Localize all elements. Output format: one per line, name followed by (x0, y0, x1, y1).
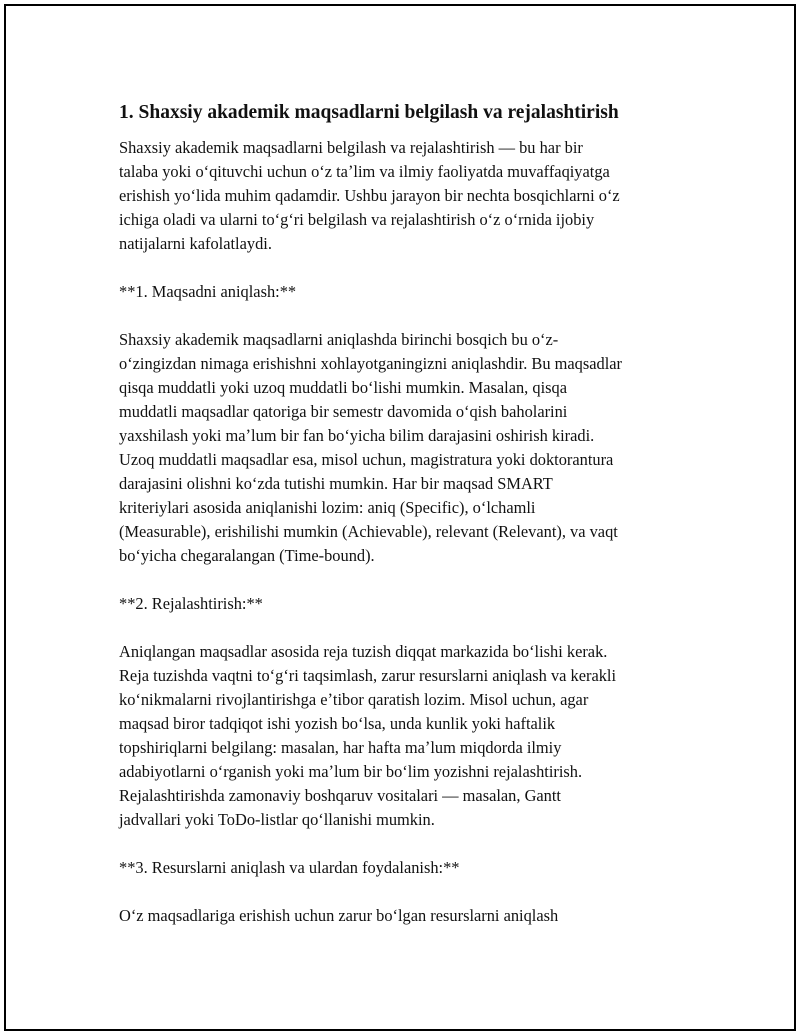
text-line: maqsad biror tadqiqot ishi yozish boʻlsa, unda kunlik yoki haftalik (119, 714, 556, 733)
document-body (119, 100, 694, 928)
text-line: qisqa muddatli yoki uzoq muddatli boʻlishi mumkin. Masalan, qisqa (119, 378, 567, 397)
text-line: Reja tuzishda vaqtni toʻgʻri taqsimlash, zarur resurslarni aniqlash va kerakli (119, 666, 617, 685)
text-line: Aniqlangan maqsadlar asosida reja tuzish diqqat markazida boʻlishi kerak. (119, 642, 608, 661)
section-1-paragraph (119, 328, 694, 568)
text-line: jadvallari yoki ToDo-listlar qoʻllanishi mumkin. (119, 810, 435, 829)
text-line: yaxshilash yoki maʼlum bir fan boʻyicha bilim darajasini oshirish kiradi. (119, 426, 595, 445)
text-line: darajasini olishni koʻzda tutishi mumkin. Har bir maqsad SMART (119, 474, 553, 493)
paragraph-gap (119, 256, 694, 280)
paragraph-gap (119, 568, 694, 592)
text-line: topshiriqlarni belgilang: masalan, har hafta maʼlum miqdorda ilmiy (119, 738, 562, 757)
section-heading-2 (119, 592, 694, 616)
text-line: oʻzingizdan nimaga erishishni xohlayotganingizni aniqlashdir. Bu maqsadlar (119, 354, 622, 373)
text-line: (Measurable), erishilishi mumkin (Achievable), relevant (Relevant), va vaqt (119, 522, 618, 541)
text-line: erishish yoʻlida muhim qadamdir. Ushbu jarayon bir nechta bosqichlarni oʻz (119, 186, 620, 205)
text-line: Uzoq muddatli maqsadlar esa, misol uchun, magistratura yoki doktorantura (119, 450, 614, 469)
paragraph-gap (119, 880, 694, 904)
text-line: talaba yoki oʻqituvchi uchun oʻz taʼlim va ilmiy faoliyatda muvaffaqiyatga (119, 162, 610, 181)
paragraph-gap (119, 616, 694, 640)
section-3-paragraph (119, 904, 694, 928)
text-line: Shaxsiy akademik maqsadlarni belgilash va rejalashtirish — bu har bir (119, 138, 583, 157)
text-line: ichiga oladi va ularni toʻgʻri belgilash va rejalashtirish oʻz oʻrnida ijobiy (119, 210, 595, 229)
section-heading-3 (119, 856, 694, 880)
text-line: koʻnikmalarni rivojlantirishga eʼtibor qaratish lozim. Misol uchun, agar (119, 690, 589, 709)
text-line: boʻyicha chegaralangan (Time-bound). (119, 546, 375, 565)
text-line: kriteriylari asosida aniqlanishi lozim: aniq (Specific), oʻlchamli (119, 498, 536, 517)
heading-text: **2. Rejalashtirish:** (119, 594, 263, 613)
heading-text: **1. Maqsadni aniqlash:** (119, 282, 297, 301)
text-line: adabiyotlarni oʻrganish yoki maʼlum bir boʻlim yozishni rejalashtirish. (119, 762, 583, 781)
paragraph-gap (119, 832, 694, 856)
heading-text: **3. Resurslarni aniqlash va ulardan foydalanish:** (119, 858, 460, 877)
text-line: Rejalashtirishda zamonaviy boshqaruv vositalari — masalan, Gantt (119, 786, 561, 805)
document-title: 1. Shaxsiy akademik maqsadlarni belgilash va rejalashtirish (119, 102, 619, 123)
text-line: natijalarni kafolatlaydi. (119, 234, 272, 253)
text-line: Oʻz maqsadlariga erishish uchun zarur boʻlgan resurslarni aniqlash (119, 906, 559, 925)
paragraph-gap (119, 304, 694, 328)
section-2-paragraph (119, 640, 694, 832)
section-heading-1 (119, 280, 694, 304)
page-frame (4, 4, 796, 1031)
text-line: muddatli maqsadlar qatoriga bir semestr davomida oʻqish baholarini (119, 402, 568, 421)
intro-paragraph (119, 136, 694, 256)
text-line: Shaxsiy akademik maqsadlarni aniqlashda birinchi bosqich bu oʻz- (119, 330, 559, 349)
